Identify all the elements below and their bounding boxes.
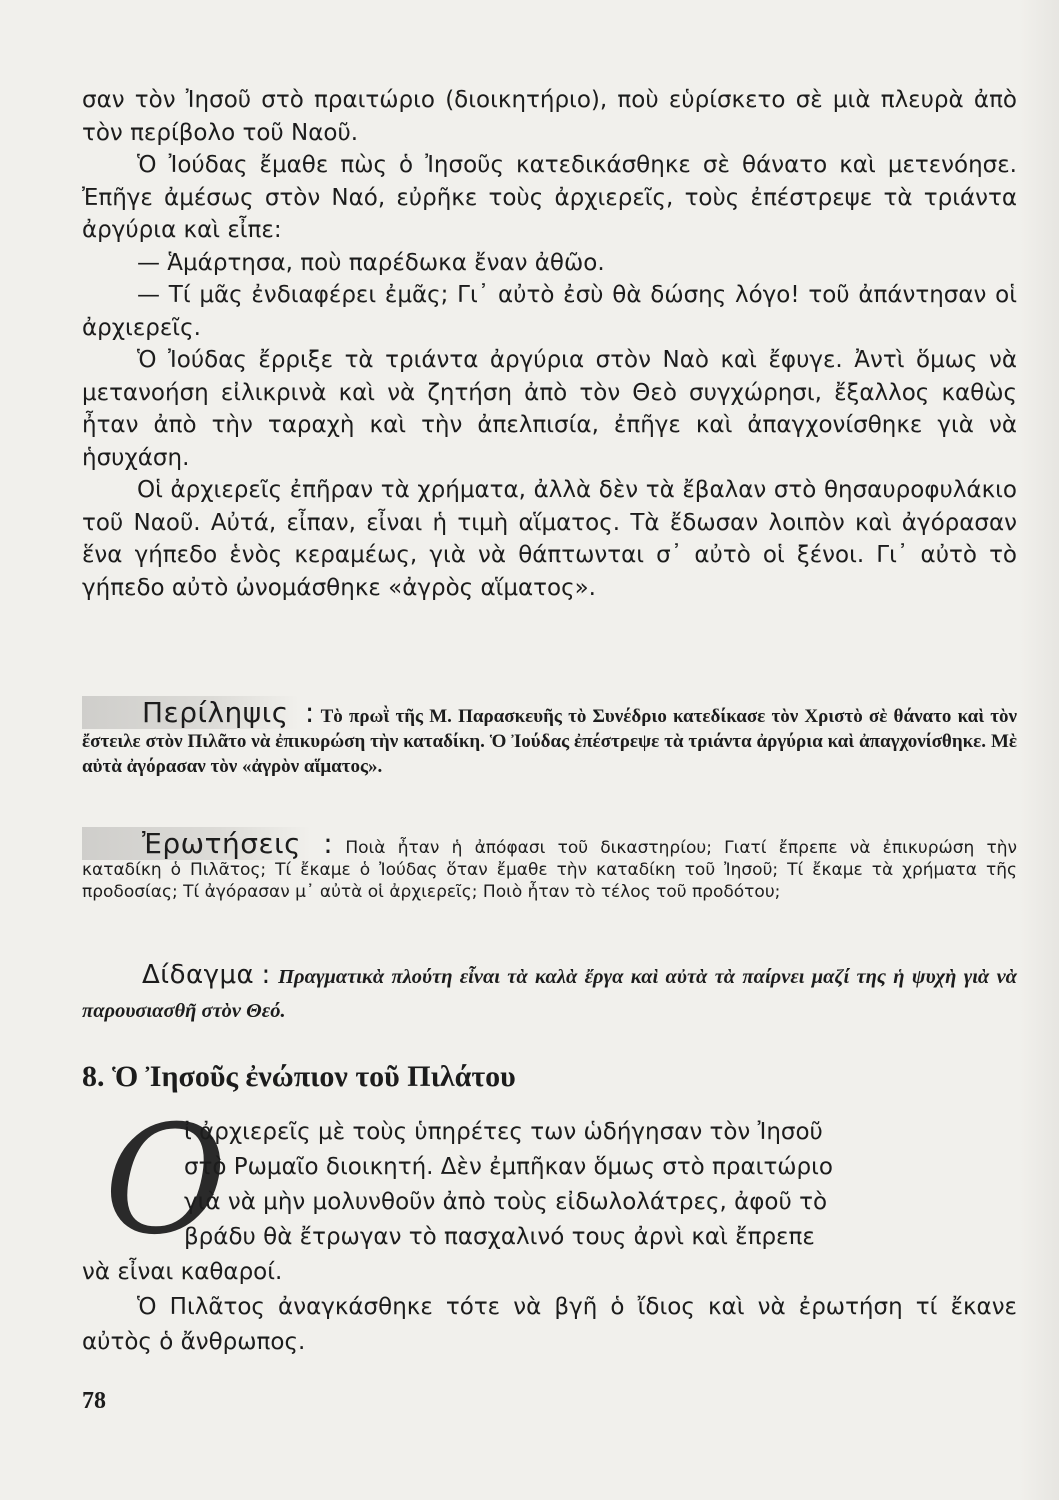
- cap-line: γιὰ νὰ μὴν μολυνθοῦν ἀπὸ τοὺς εἰδωλολάτρες, ἀφοῦ τὸ: [184, 1189, 828, 1215]
- summary-text: Τὸ πρωῒ τῆς Μ. Παρασκευῆς τὸ Συνέδριο κατεδίκασε τὸν Χριστὸ σὲ θάνατο καὶ τὸν ἔστειλε στὸν Πιλᾶτο νὰ ἐπικυρώση τὴν καταδίκη. Ὁ Ἰούδας ἐπέστρεψε τὰ τριάντα ἀργύρια καὶ ἀπαγχονίσθηκε. Μὲ αὐτὰ ἀγόρασαν τὸν «ἀγρὸν αἵματος».: [82, 706, 1018, 777]
- main-text: [82, 84, 1017, 604]
- questions-separator: :: [323, 827, 334, 860]
- paragraph: νὰ εἶναι καθαροί.: [82, 1259, 283, 1285]
- paragraph: Οἱ ἀρχιερεῖς ἐπῆραν τὰ χρήματα, ἀλλὰ δὲν τὰ ἔβαλαν στὸ θησαυροφυλάκιο τοῦ Ναοῦ. Αὐτά, εἶπαν, εἶναι ἡ τιμὴ αἵματος. Τὰ ἔδωσαν λοιπὸν καὶ ἀγόρασαν ἕνα γήπεδο ἑνὸς κεραμέως, γιὰ νὰ θάπτωνται σ᾿ αὐτὸ οἱ ξένοι. Γι᾿ αὐτὸ τὸ γήπεδο αὐτὸ ὠνομάσθηκε «ἀγρὸς αἵματος».: [82, 477, 1017, 601]
- paragraph: Ὁ Πιλᾶτος ἀναγκάσθηκε τότε νὰ βγῆ ὁ ἴδιος καὶ νὰ ἐρωτήση τί ἔκανε αὐτὸς ὁ ἄνθρωπος.: [82, 1294, 1017, 1355]
- questions-text: Ποιὰ ἦταν ἡ ἀπόφασι τοῦ δικαστηρίου; Γιατί ἔπρεπε νὰ ἐπικυρώση τὴν καταδίκη ὁ Πιλᾶτος; Τί ἔκαμε ὁ Ἰούδας ὅταν ἔμαθε τὴν καταδίκη τοῦ Ἰησοῦ; Τί ἔκαμε τὰ χρήματα τῆς προδοσίας; Τί ἀγόρασαν μ᾿ αὐτὰ οἱ ἀρχιερεῖς; Ποιὸ ἦταν τὸ τέλος τοῦ προδότου;: [82, 838, 1017, 902]
- drop-cap: O: [104, 1094, 227, 1268]
- cap-line: βράδυ θὰ ἔτρωγαν τὸ πασχαλινό τους ἀρνὶ καὶ ἔπρεπε: [184, 1224, 815, 1250]
- dialogue-line: — Τί μᾶς ἐνδιαφέρει ἐμᾶς; Γι᾿ αὐτὸ ἐσὺ θὰ δώσης λόγο! τοῦ ἀπάντησαν οἱ ἀρχιερεῖς.: [82, 282, 1017, 341]
- summary-label: Περίληψις: [82, 696, 299, 729]
- paragraph: σαν τὸν Ἰησοῦ στὸ πραιτώριο (διοικητήριο), ποὺ εὑρίσκετο σὲ μιὰ πλευρὰ ἀπὸ τὸν περίβολο τοῦ Ναοῦ.: [82, 87, 1017, 146]
- lesson-label: Δίδαγμα: [142, 960, 255, 990]
- lesson-block: [82, 958, 1017, 1028]
- cap-line: στὸ Ρωμαῖο διοικητή. Δὲν ἐμπῆκαν ὅμως στὸ πραιτώριο: [184, 1154, 834, 1180]
- questions-block: [82, 827, 1017, 903]
- page-edge-shading: [1019, 0, 1059, 1500]
- summary-block: [82, 696, 1018, 779]
- paragraph: Ὁ Ἰούδας ἔρριξε τὰ τριάντα ἀργύρια στὸν Ναὸ καὶ ἔφυγε. Ἀντὶ ὅμως νὰ μετανοήση εἰλικρινὰ καὶ νὰ ζητήση ἀπὸ τὸν Θεὸ συγχώρησι, ἔξαλλος καθὼς ἦταν ἀπὸ τὴν ταραχὴ καὶ τὴν ἀπελπισία, ἐπῆγε καὶ ἀπαγχονίσθηκε γιὰ νὰ ἡσυχάση.: [82, 347, 1017, 471]
- cap-line: ἰ ἀρχιερεῖς μὲ τοὺς ὑπηρέτες των ὡδήγησαν τὸν Ἰησοῦ: [184, 1119, 823, 1145]
- lesson-separator: :: [261, 960, 271, 990]
- dialogue-line: — Ἁμάρτησα, ποὺ παρέδωκα ἔναν ἀθῶο.: [137, 249, 605, 276]
- paragraph: Ὁ Ἰούδας ἔμαθε πὼς ὁ Ἰησοῦς κατεδικάσθηκε σὲ θάνατο καὶ μετενόησε. Ἐπῆγε ἀμέσως στὸν Ναό, εὐρῆκε τοὺς ἀρχιερεῖς, τοὺς ἐπέστρεψε τὰ τριάντα ἀργύρια καὶ εἶπε:: [82, 152, 1017, 243]
- section-text: [82, 1115, 1017, 1360]
- questions-label: Ἐρωτήσεις: [82, 827, 311, 860]
- lesson-text: Πραγματικὰ πλούτη εἶναι τὰ καλὰ ἔργα καὶ αὐτὰ τὰ παίρνει μαζί της ἡ ψυχὴ γιὰ νὰ παρουσιασθῆ στὸν Θεό.: [82, 966, 1018, 1022]
- summary-separator: :: [304, 696, 315, 729]
- page-number: 78: [82, 1388, 106, 1414]
- section-title: 8. Ὁ Ἰησοῦς ἐνώπιον τοῦ Πιλάτου: [82, 1060, 516, 1093]
